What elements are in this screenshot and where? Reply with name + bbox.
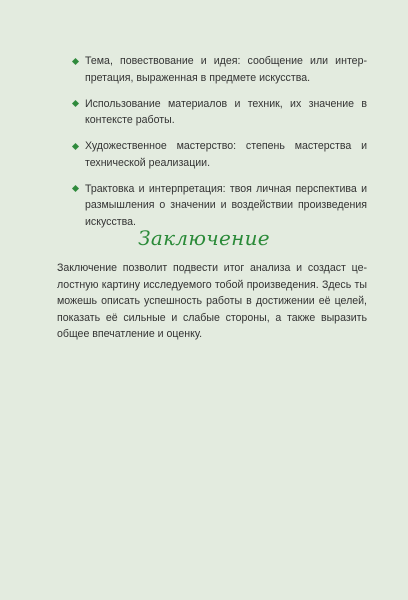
bullet-item-materials <box>71 96 367 129</box>
conclusion-paragraph: Заключение позволит подвести итог анализа и создаст целостную картину исследуемого тобой произведения. Здесь ты можешь описать успешность работы в достижении её целей, показать её сильные и слабые стороны, а также выразить общее впечатление и оценку. <box>57 262 367 340</box>
bullet-item-mastery <box>71 138 367 171</box>
bullet-diamond-icon <box>72 100 79 107</box>
bullet-list <box>71 53 367 240</box>
bullet-item-interpretation <box>71 181 367 231</box>
bullet-diamond-icon <box>72 57 79 64</box>
bullet-diamond-icon <box>72 185 79 192</box>
bullet-text: Тема, повествование и идея: сообщение или интерпретация, выраженная в предмете искусства. <box>85 55 367 84</box>
section-heading-conclusion: Заключение <box>138 226 270 250</box>
bullet-text: Художественное мастерство: степень мастерства и технической реализации. <box>85 140 367 169</box>
bullet-diamond-icon <box>72 142 79 149</box>
bullet-item-theme <box>71 53 367 86</box>
bullet-text: Трактовка и интерпретация: твоя личная перспектива и размышления о значении и воздействии произведения искусства. <box>85 182 367 228</box>
bullet-text: Использование материалов и техник, их значение в контексте работы. <box>85 97 367 126</box>
